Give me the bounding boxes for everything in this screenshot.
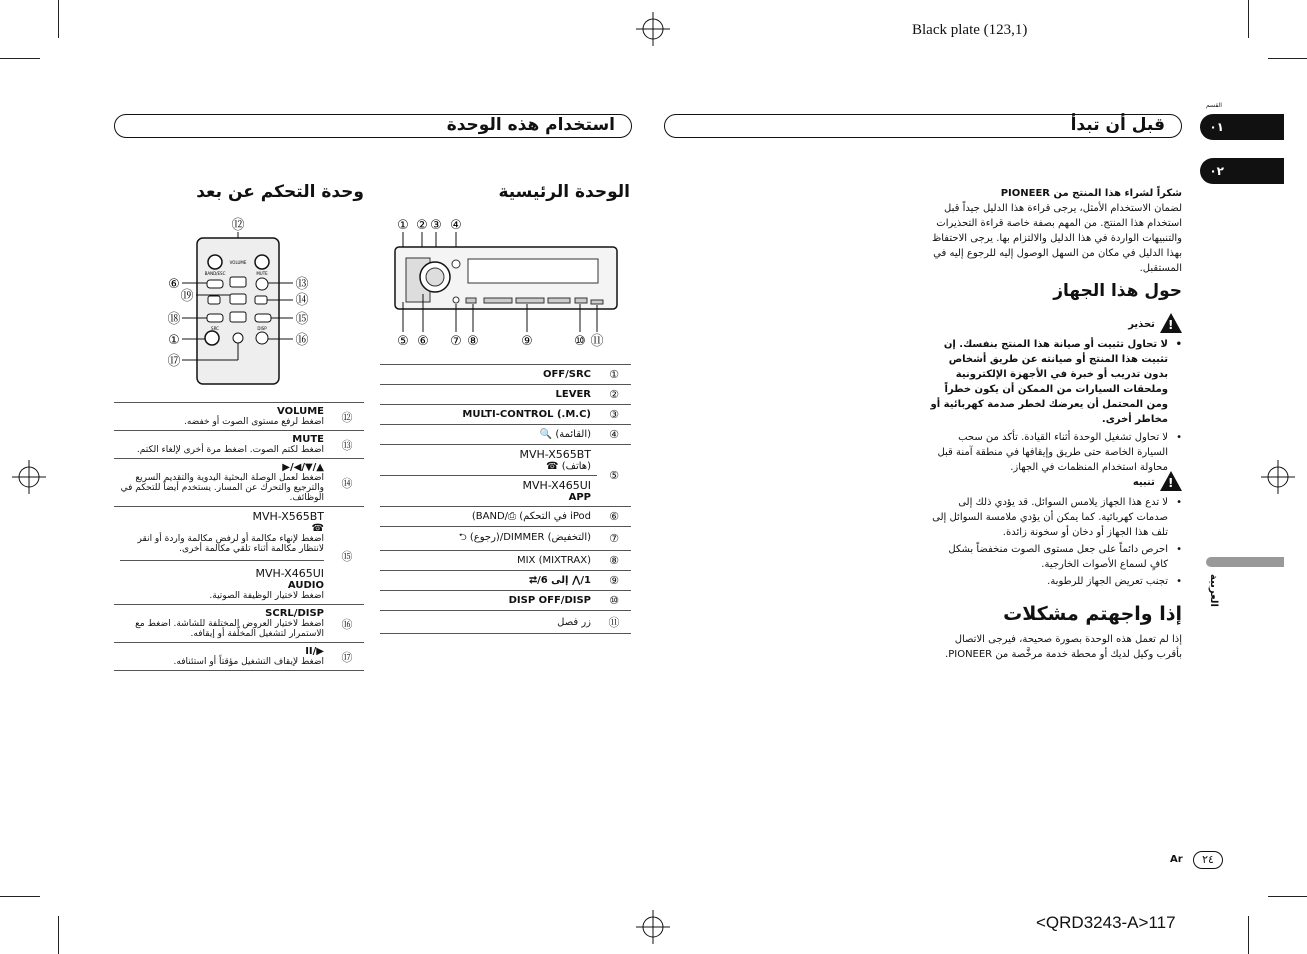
warning-icon [1160, 313, 1182, 333]
row-num: ⑬ [330, 431, 364, 459]
band-key-label: BAND/ESC [204, 271, 226, 276]
row-num: ③ [597, 405, 631, 425]
page-number: ٢٤ [1193, 851, 1223, 869]
main-unit-title: الوحدة الرئيسية [498, 182, 630, 202]
warning-block [930, 312, 1182, 475]
callout-bottom-5: ⑤ [397, 334, 409, 349]
row-text: MVH-X465UI [522, 479, 591, 492]
row-desc: اضغط لإنهاء مكالمة أو لرفض مكالمة واردة أو انقر لانتظار مكالمة أثناء تلقي مكالمة أخرى. [137, 534, 324, 554]
registration-mark-icon [1261, 460, 1295, 494]
thanks-body: لضمان الاستخدام الأمثل، يرجى قراءة هذا الدليل جيداً قبل استخدام هذا المنتج. من المهم بصفة خاصة قراءة التحذيرات والتنبيهات الواردة في هذا الدليل والالتزام بها. يرجى الاحتفاظ بهذا الدليل في مكان من السهل الوصول إليه للرجوع إليه في المستقبل. [932, 203, 1182, 274]
row-num: ⑮ [330, 507, 364, 605]
about-title: حول هذا الجهاز [1053, 281, 1182, 301]
main-unit-table [380, 364, 631, 634]
row-text: زر فصل [380, 611, 597, 634]
row-text: LEVER [380, 385, 597, 405]
crop-mark [58, 0, 59, 38]
row-title: SCRL/DISP [265, 608, 324, 619]
plate-label: Black plate (123,1) [912, 22, 1028, 38]
src-key-label: SRC [211, 326, 219, 331]
callout-18: ⑱ [167, 312, 181, 327]
table-row [380, 425, 631, 445]
row-text: (القائمة) 🔍 [380, 425, 597, 445]
language-label: العربية [1208, 574, 1219, 607]
row-title: ▲/▼/◀/▶ [282, 462, 324, 473]
table-row [380, 507, 631, 527]
crop-mark [1268, 58, 1307, 59]
row-desc: اضغط لكتم الصوت. اضغط مرة أخرى لإلغاء الكتم. [136, 445, 324, 455]
table-row [380, 571, 631, 591]
table-row [380, 365, 631, 385]
remote-table [114, 402, 364, 671]
row-num: ① [597, 365, 631, 385]
caution-block [930, 470, 1182, 589]
row-num: ④ [597, 425, 631, 445]
callout-12: ⑫ [231, 218, 245, 233]
section-label: القسم [1206, 102, 1222, 109]
table-row [114, 431, 364, 459]
row-text: iPod في التحكم) ⎙/BAND) [380, 507, 597, 527]
callout-bottom-9: ⑨ [521, 334, 533, 349]
table-row [114, 643, 364, 671]
crop-mark [0, 58, 40, 59]
phone-icon: ☎ [311, 523, 324, 534]
crop-mark [1248, 916, 1249, 954]
callout-16: ⑯ [295, 333, 309, 348]
registration-mark-icon [12, 460, 46, 494]
callout-17: ⑰ [167, 354, 181, 369]
row-num: ⑪ [597, 611, 631, 634]
row-num: ② [597, 385, 631, 405]
section-tab-02[interactable] [1200, 158, 1284, 184]
row-title: VOLUME [277, 406, 324, 417]
row-num: ⑰ [330, 643, 364, 671]
row-text: (التخفيض) DIMMER/(رجوع) ⮌ [380, 527, 597, 551]
callout-top-4: ④ [450, 218, 462, 233]
row-sub-block [120, 560, 324, 601]
warning-label: تحذير [1128, 319, 1155, 330]
row-text: (MIXTRAX) MIX [380, 551, 597, 571]
row-desc: اضغط لعمل الوصلة البحثية اليدوية والتقديم السريع والترجيع والتحرك عن المسار. يستخدم أيضاً للتحكم في الوظائف. [120, 473, 324, 503]
callout-bottom-8: ⑧ [467, 334, 479, 349]
remote-title: وحدة التحكم عن بعد [196, 182, 364, 202]
row-text: 1/⋀ إلى 6/⮂ [380, 571, 597, 591]
section-tab-num: ٠٢ [1209, 164, 1224, 178]
row-title: ▶/II [305, 646, 324, 657]
crop-mark [1248, 0, 1249, 38]
callout-19: ⑲ [180, 289, 194, 304]
warning-item: • لا تحاول تثبيت أو صيانة هذا المنتج بنفسك. إن تثبيت هذا المنتج أو صيانته عن طريق أشخاص بدون تدريب أو خبرة في الأجهزة الإلكترونية وملحقات السيارات من الممكن أن يكون خطراً ومن المحتمل أن يعرضك لخطر صدمة كهربائية أو مخاطر أخرى. [930, 337, 1182, 427]
table-row [114, 403, 364, 431]
table-row [380, 405, 631, 425]
callout-15: ⑮ [295, 312, 309, 327]
caution-item: • لا تدع هذا الجهاز يلامس السوائل. قد يؤدي ذلك إلى صدمات كهربائية. كما يمكن أن يؤدي ملامسة السوائل إلى تلف هذا الجهاز أو دخان أو سخونة زائدة. [930, 495, 1182, 540]
row-text: DISP OFF/DISP [380, 591, 597, 611]
registration-mark-icon [636, 910, 670, 944]
table-row [114, 459, 364, 507]
callout-bottom-10: ⑩ [574, 334, 586, 349]
row-subtext: APP [568, 492, 591, 503]
row-desc: اضغط لاختيار العروض المختلفة للشاشة. اضغط مع الاستمرار لتشغيل المخلّفة أو إيقافه. [135, 619, 324, 639]
row-num: ⑤ [597, 445, 631, 507]
table-row [380, 445, 631, 476]
table-row [114, 605, 364, 643]
callout-14: ⑭ [295, 293, 309, 308]
thanks-title: شكراً لشراء هذا المنتج من PIONEER [1000, 188, 1182, 199]
row-num: ⑥ [597, 507, 631, 527]
callout-6: ⑥ [168, 277, 180, 292]
caution-icon [1160, 471, 1182, 491]
row-num: ⑦ [597, 527, 631, 551]
callout-top-3: ③ [430, 218, 442, 233]
callout-1: ① [168, 333, 180, 348]
callout-top-2: ② [416, 218, 428, 233]
callout-13: ⑬ [295, 277, 309, 292]
table-row [380, 476, 631, 507]
row-num: ⑫ [330, 403, 364, 431]
table-row [114, 507, 364, 605]
table-row [380, 591, 631, 611]
remote-diagram [160, 212, 320, 388]
callout-bottom-6: ⑥ [417, 334, 429, 349]
row-text: MVH-X565BT [519, 448, 591, 461]
table-row [380, 527, 631, 551]
section-tab-01[interactable] [1200, 114, 1284, 140]
thanks-section [930, 186, 1182, 276]
callout-top-1: ① [397, 218, 409, 233]
header-right-title: قبل أن تبدأ [664, 114, 1182, 138]
header-left-title: استخدام هذه الوحدة [114, 114, 632, 138]
table-row [380, 551, 631, 571]
mute-key-label: MUTE [256, 271, 268, 276]
row-title: MUTE [292, 434, 324, 445]
disp-key-label: DISP [257, 326, 267, 331]
row-desc: اضغط لإيقاف التشغيل مؤقتاً أو استئنافه. [173, 657, 324, 667]
row-title: MVH-X565BT [252, 510, 324, 523]
registration-mark-icon [636, 12, 670, 46]
problems-body: إذا لم تعمل هذه الوحدة بصورة صحيحة، فيرجى الاتصال بأقرب وكيل لديك أو محطة خدمة مرخَّصة من PIONEER. [945, 634, 1182, 660]
row-num: ⑭ [330, 459, 364, 507]
crop-mark [0, 896, 40, 897]
row-title2: MVH-X465UI [255, 567, 324, 580]
main-unit-diagram [380, 214, 630, 350]
callout-bottom-7: ⑦ [450, 334, 462, 349]
warning-item: • لا تحاول تشغيل الوحدة أثناء القيادة. تأكد من سحب السيارة الخاصة حتى طريق وإيقافها في منطقة آمنة قبل محاولة استخدام المنظمات في الجهاز. [930, 430, 1182, 475]
problems-title: إذا واجهتم مشكلات [1003, 603, 1182, 625]
caution-item: • احرص دائماً على جعل مستوى الصوت منخفضاً بشكل كافٍ لسماع الأصوات الخارجية. [930, 542, 1182, 572]
row-num: ⑩ [597, 591, 631, 611]
table-row [380, 385, 631, 405]
row-num: ⑧ [597, 551, 631, 571]
row-num: ⑨ [597, 571, 631, 591]
row-desc2: اضغط لاختيار الوظيفة الصوتية. [209, 591, 324, 601]
callout-bottom-11: ⑪ [590, 334, 604, 349]
page-lang: Ar [1170, 854, 1183, 865]
row-subtext: (هاتف) ☎ [546, 461, 591, 472]
caution-label: تنبيه [1132, 477, 1155, 488]
language-tab[interactable] [1206, 557, 1284, 567]
row-num: ⑯ [330, 605, 364, 643]
row-title2b: AUDIO [287, 580, 324, 591]
table-row [380, 611, 631, 634]
doc-code: <QRD3243-A>117 [1036, 913, 1176, 932]
volume-key-label: VOLUME [229, 260, 247, 265]
row-text: (M.C.) MULTI-CONTROL [380, 405, 597, 425]
caution-item: • تجنب تعريض الجهاز للرطوبة. [930, 574, 1182, 589]
section-tab-num: ٠١ [1209, 120, 1224, 134]
row-desc: اضغط لرفع مستوى الصوت أو خفضه. [183, 417, 324, 427]
row-text: OFF/SRC [380, 365, 597, 385]
crop-mark [1268, 896, 1307, 897]
crop-mark [58, 916, 59, 954]
